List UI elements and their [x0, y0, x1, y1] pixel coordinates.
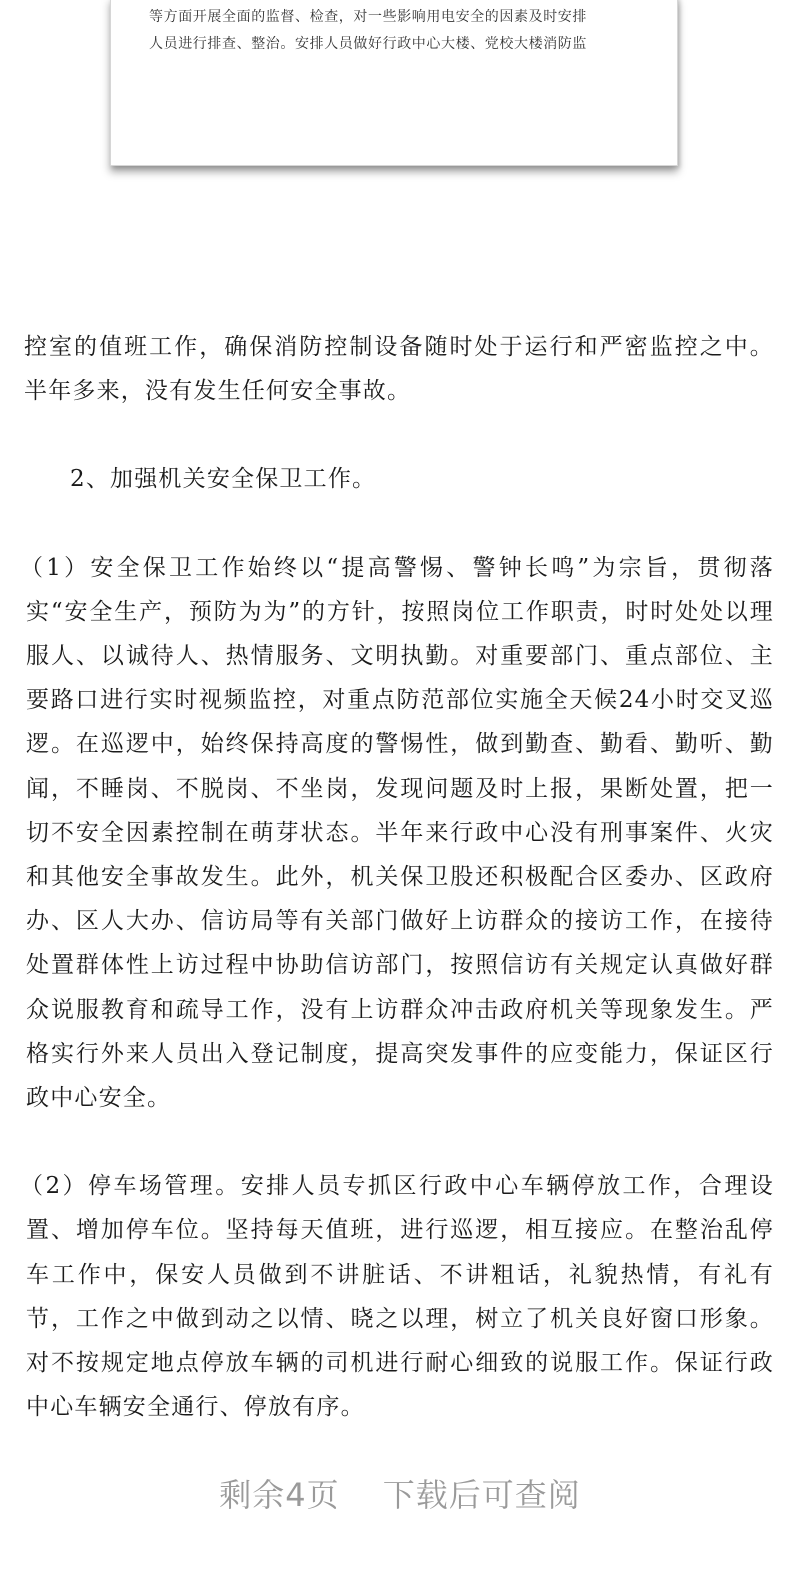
remaining-pages-text: 剩余4页	[219, 1476, 340, 1514]
download-prompt[interactable]	[0, 1470, 800, 1516]
document-body	[0, 325, 800, 1473]
preview-line: 人员进行排查、整治。安排人员做好行政中心大楼、党校大楼消防监	[149, 36, 587, 52]
preview-line: 等方面开展全面的监督、检查，对一些影响用电安全的因素及时安排	[149, 9, 587, 25]
download-to-view-text[interactable]: 下载后可查阅	[382, 1476, 581, 1514]
body-paragraph: （2）停车场管理。安排人员专抓区行政中心车辆停放工作，合理设置、增加停车位。坚持每天值班，进行巡逻，相互接应。在整治乱停车工作中，保安人员做到不讲脏话、不讲粗话，礼貌热情，有礼有节，工作之中做到动之以情、晓之以理，树立了机关良好窗口形象。对不按规定地点停放车辆的司机进行耐心细致的说服工作。保证行政中心车辆安全通行、停放有序。	[20, 1173, 774, 1421]
section-heading: 2、加强机关安全保卫工作。	[70, 466, 377, 493]
body-paragraph: 控室的值班工作，确保消防控制设备随时处于运行和严密监控之中。半年多来，没有发生任何安全事故。	[24, 334, 774, 405]
body-paragraph: （1）安全保卫工作始终以“提高警惕、警钟长鸣”为宗旨，贯彻落实“安全生产，预防为为”的方针，按照岗位工作职责，时时处处以理服人、以诚待人、热情服务、文明执勤。对重要部门、重点部位、主要路口进行实时视频监控，对重点防范部位实施全天候24小时交叉巡逻。在巡逻中，始终保持高度的警惕性，做到勤查、勤看、勤听、勤闻，不睡岗、不脱岗、不坐岗，发现问题及时上报，果断处置，把一切不安全因素控制在萌芽状态。半年来行政中心没有刑事案件、火灾和其他安全事故发生。此外，机关保卫股还积极配合区委办、区政府办、区人大办、信访局等有关部门做好上访群众的接访工作，在接待处置群体性上访过程中协助信访部门，按照信访有关规定认真做好群众说服教育和疏导工作，没有上访群众冲击政府机关等现象发生。严格实行外来人员出入登记制度，提高突发事件的应变能力，保证区行政中心安全。	[20, 554, 774, 1112]
preview-page-card	[110, 0, 678, 166]
